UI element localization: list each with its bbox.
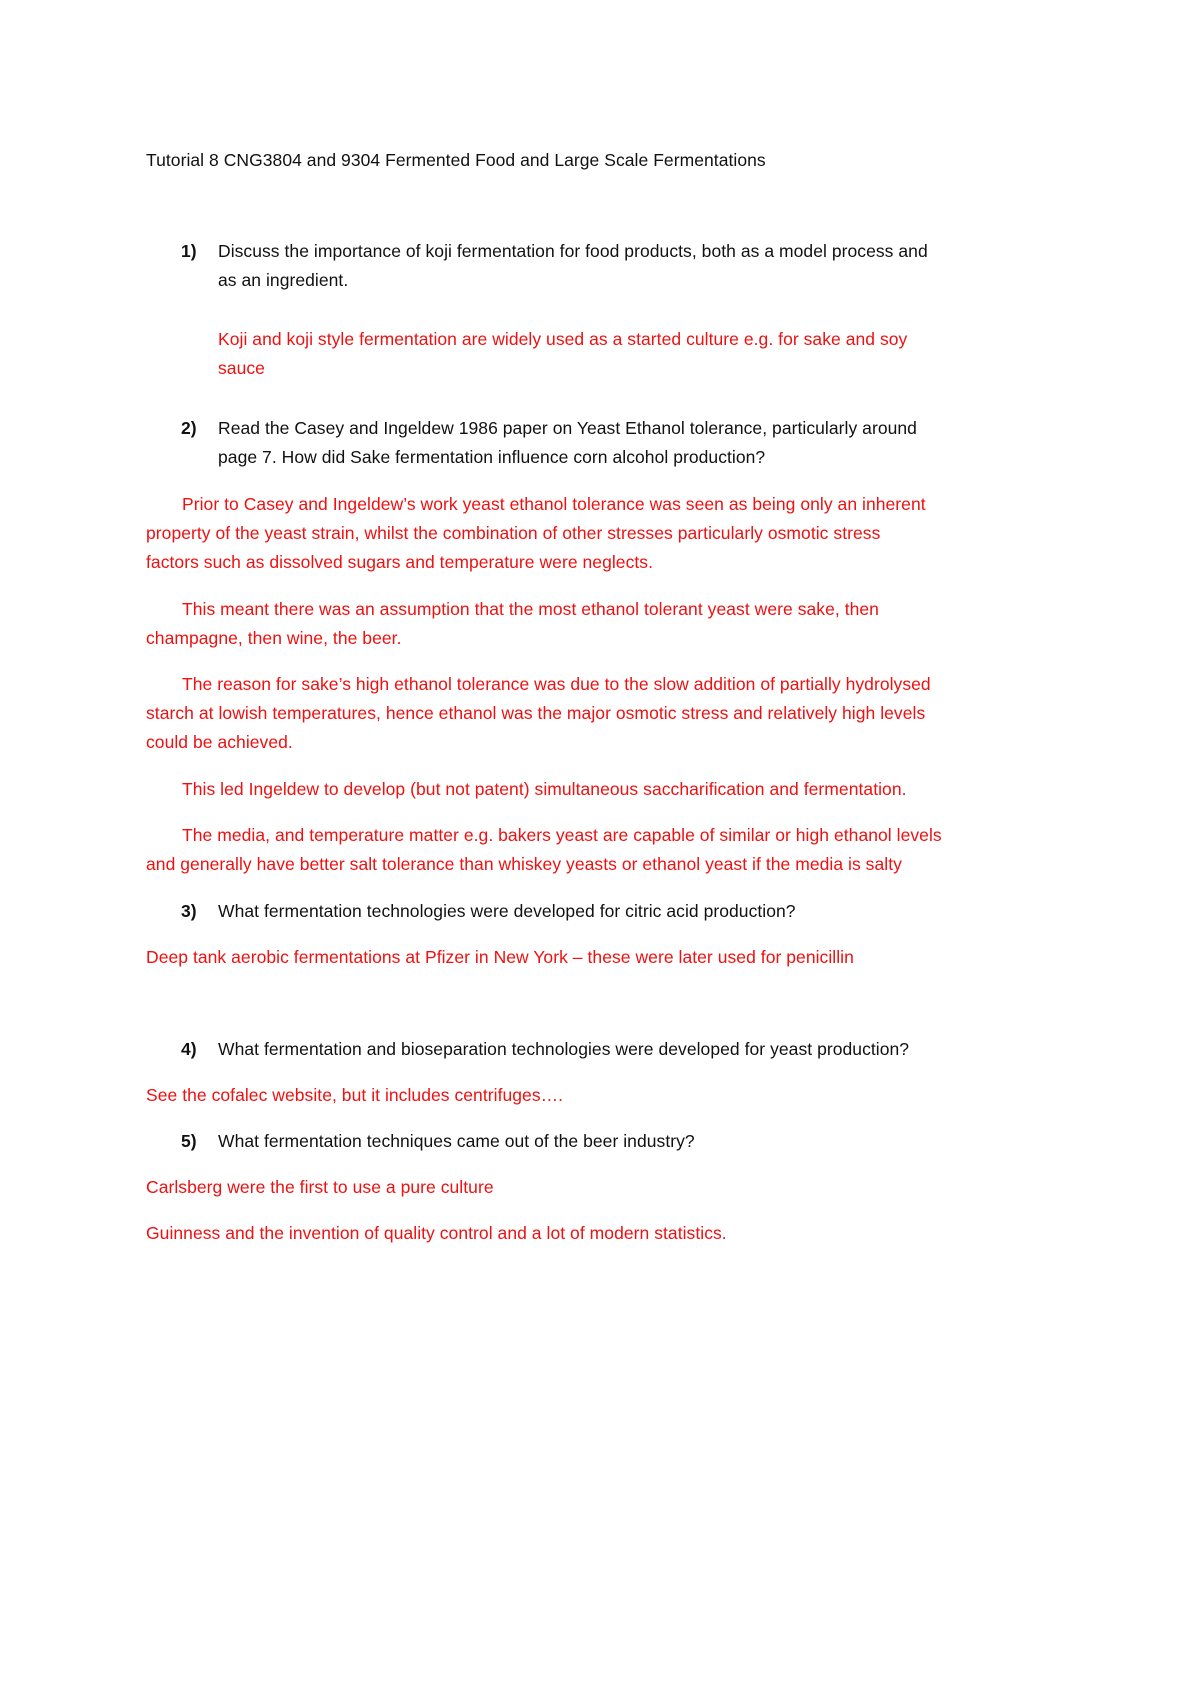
answer-2-para-3-line-3: could be achieved.: [146, 732, 293, 752]
answer-5-line-2: Guinness and the invention of quality control and a lot of modern statistics.: [146, 1223, 727, 1243]
answer-2-para-5-line-1: The media, and temperature matter e.g. bakers yeast are capable of similar or high ethanol levels: [182, 825, 942, 845]
answer-3-line-1: Deep tank aerobic fermentations at Pfizer in New York – these were later used for penicillin: [146, 947, 854, 967]
question-5-line-1: What fermentation techniques came out of the beer industry?: [218, 1131, 695, 1151]
answer-2-para-3-line-1: The reason for sake’s high ethanol tolerance was due to the slow addition of partially hydrolysed: [182, 674, 931, 694]
question-5-number: 5): [181, 1131, 197, 1151]
answer-2-para-3-line-2: starch at lowish temperatures, hence ethanol was the major osmotic stress and relatively high levels: [146, 703, 926, 723]
question-1-line-2: as an ingredient.: [218, 270, 349, 290]
answer-1-line-1: Koji and koji style fermentation are widely used as a started culture e.g. for sake and soy: [218, 329, 908, 349]
question-2-line-1: Read the Casey and Ingeldew 1986 paper on Yeast Ethanol tolerance, particularly around: [218, 418, 917, 438]
question-3-line-1: What fermentation technologies were developed for citric acid production?: [218, 901, 796, 921]
document-title: Tutorial 8 CNG3804 and 9304 Fermented Food and Large Scale Fermentations: [146, 150, 766, 170]
question-2-number: 2): [181, 418, 197, 438]
question-3-number: 3): [181, 901, 197, 921]
answer-2-para-1-line-2: property of the yeast strain, whilst the combination of other stresses particularly osmotic stress: [146, 523, 881, 543]
answer-2-para-2-line-1: This meant there was an assumption that the most ethanol tolerant yeast were sake, then: [182, 599, 879, 619]
question-4-number: 4): [181, 1039, 197, 1059]
question-1-number: 1): [181, 241, 197, 261]
answer-2-para-4-line-1: This led Ingeldew to develop (but not patent) simultaneous saccharification and fermentation.: [182, 779, 907, 799]
answer-1-line-2: sauce: [218, 358, 265, 378]
answer-2-para-5-line-2: and generally have better salt tolerance than whiskey yeasts or ethanol yeast if the media is salty: [146, 854, 902, 874]
question-2-line-2: page 7. How did Sake fermentation influence corn alcohol production?: [218, 447, 766, 467]
question-4-line-1: What fermentation and bioseparation technologies were developed for yeast production?: [218, 1039, 910, 1059]
answer-4-line-1: See the cofalec website, but it includes centrifuges….: [146, 1085, 564, 1105]
answer-5-line-1: Carlsberg were the first to use a pure culture: [146, 1177, 494, 1197]
answer-2-para-1-line-3: factors such as dissolved sugars and temperature were neglects.: [146, 552, 654, 572]
answer-2-para-1-line-1: Prior to Casey and Ingeldew’s work yeast ethanol tolerance was seen as being only an inherent: [182, 494, 926, 514]
answer-2-para-2-line-2: champagne, then wine, the beer.: [146, 628, 402, 648]
question-1-line-1: Discuss the importance of koji fermentation for food products, both as a model process and: [218, 241, 928, 261]
